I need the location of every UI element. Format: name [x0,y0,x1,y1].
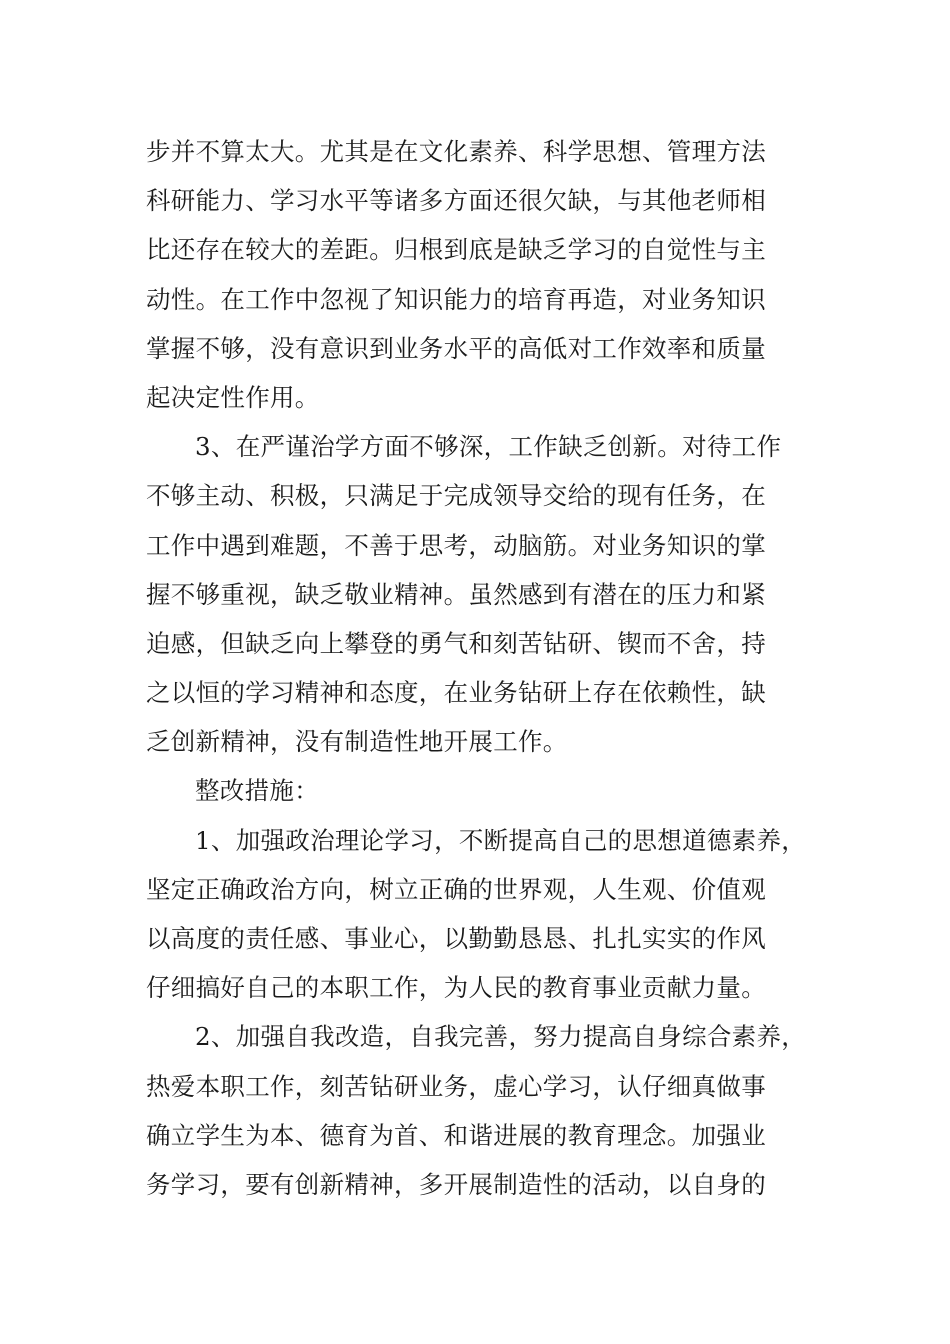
paragraph-start-line: 2、加强自我改造，自我完善，努力提高自身综合素养， [195,1022,807,1052]
text-line: 务学习，要有创新精神，多开展制造性的活动，以自身的 [146,1169,766,1199]
text-line: 比还存在较大的差距。归根到底是缺乏学习的自觉性与主 [146,235,766,265]
paragraph-start-line: 3、在严谨治学方面不够深，工作缺乏创新。对待工作 [195,432,782,462]
text-line: 迫感，但缺乏向上攀登的勇气和刻苦钻研、锲而不舍，持 [146,628,766,658]
text-line: 握不够重视，缺乏敬业精神。虽然感到有潜在的压力和紧 [146,579,766,609]
text-line: 之以恒的学习精神和态度，在业务钻研上存在依赖性，缺 [146,678,766,708]
text-line: 步并不算太大。尤其是在文化素养、科学思想、管理方法 [146,137,766,166]
section-heading: 整改措施： [195,776,319,806]
text-line: 确立学生为本、德育为首、和谐进展的教育理念。加强业 [146,1120,766,1150]
text-line: 工作中遇到难题，不善于思考，动脑筋。对业务知识的掌 [146,530,766,560]
text-line: 不够主动、积极，只满足于完成领导交给的现有任务，在 [146,481,766,511]
text-line: 以高度的责任感、事业心，以勤勤恳恳、扎扎实实的作风 [146,924,766,953]
text-line: 坚定正确政治方向，树立正确的世界观，人生观、价值观 [146,874,766,904]
text-line: 乏创新精神，没有制造性地开展工作。 [146,727,568,757]
paragraph-start-line: 1、加强政治理论学习，不断提高自己的思想道德素养， [195,825,807,855]
text-line: 科研能力、学习水平等诸多方面还很欠缺，与其他老师相 [146,186,766,216]
text-line: 动性。在工作中忽视了知识能力的培育再造，对业务知识 [146,284,766,314]
body-text [146,127,836,1209]
text-line: 热爱本职工作，刻苦钻研业务，虚心学习，认仔细真做事 [146,1071,766,1101]
text-line: 起决定性作用。 [146,382,320,412]
text-line: 掌握不够，没有意识到业务水平的高低对工作效率和质量 [146,333,766,363]
text-line: 仔细搞好自己的本职工作，为人民的教育事业贡献力量。 [146,973,766,1003]
